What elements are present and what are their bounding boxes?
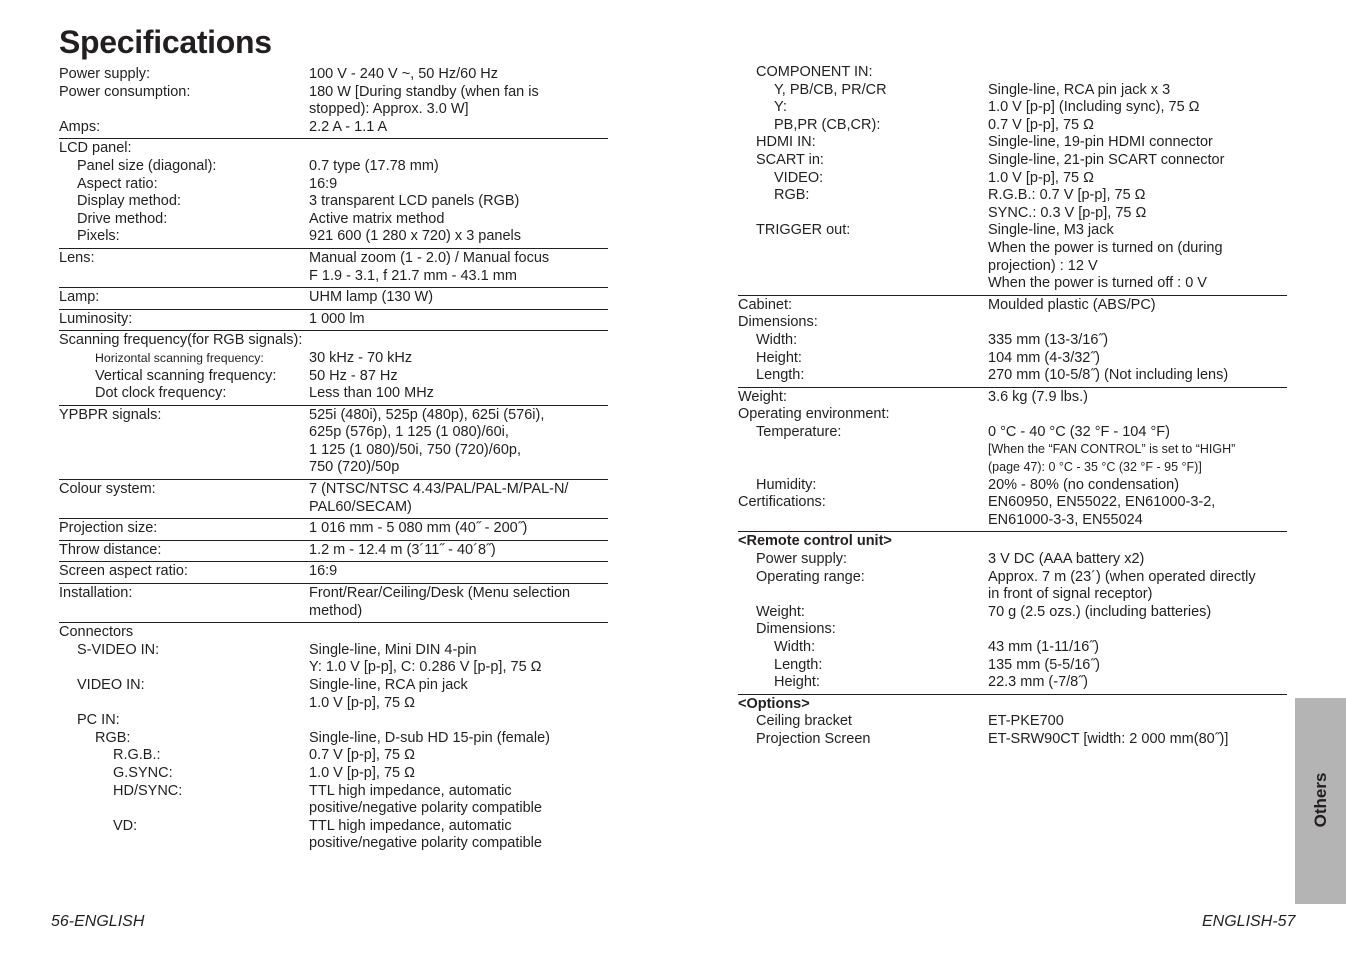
spec-label: Width: [774, 639, 816, 655]
spec-label: Vertical scanning frequency: [95, 367, 277, 384]
spec-label: Length: [774, 656, 823, 673]
spec-group [738, 695, 1287, 751]
spec-value: When the power is turned on (during [988, 239, 1223, 256]
spec-label: Screen aspect ratio: [59, 563, 188, 580]
spec-label: Horizontal scanning frequency: [95, 350, 264, 365]
spec-row [738, 586, 1287, 604]
spec-label: Dot clock frequency: [95, 385, 227, 402]
spec-value: 43 mm (1-11/16˝) [988, 639, 1099, 655]
spec-group [59, 406, 608, 480]
spec-label: <Remote control unit> [738, 533, 892, 550]
spec-label [59, 695, 309, 713]
spec-value: 1 000 lm [309, 310, 365, 327]
spec-value: Single-line, D-sub HD 15-pin (female) [309, 729, 550, 746]
spec-value: Active matrix method [309, 210, 445, 227]
spec-row [59, 140, 608, 158]
spec-label [59, 268, 309, 286]
page-number-right: ENGLISH-57 [1202, 913, 1296, 930]
spec-row [59, 158, 608, 176]
spec-value: Moulded plastic (ABS/PC) [988, 296, 1156, 313]
spec-group [738, 532, 1287, 694]
spec-row [59, 350, 608, 368]
spec-value: [When the “FAN CONTROL” is set to “HIGH” [988, 442, 1236, 457]
spec-row [738, 674, 1287, 692]
spec-row [59, 311, 608, 329]
spec-value: 335 mm (13-3/16˝) [988, 331, 1109, 348]
spec-value: 3.6 kg (7.9 lbs.) [988, 388, 1088, 405]
spec-group [59, 331, 608, 405]
spec-row [738, 731, 1287, 749]
spec-value: 921 600 (1 280 x 720) x 3 panels [309, 228, 522, 245]
spec-row [738, 99, 1287, 117]
spec-group [59, 562, 608, 584]
spec-label: Dimensions: [738, 314, 818, 331]
spec-value [309, 332, 608, 350]
spec-group [738, 296, 1287, 388]
spec-row [59, 332, 608, 350]
spec-group [738, 388, 1287, 533]
spec-value: 16:9 [309, 563, 338, 580]
spec-label [738, 205, 988, 223]
spec-label: Y: [774, 99, 787, 116]
spec-row [59, 747, 608, 765]
spec-label: Cabinet: [738, 296, 793, 313]
spec-row [738, 332, 1287, 350]
spec-row [59, 677, 608, 695]
spec-value: (page 47): 0 °C - 35 °C (32 °F - 95 °F)] [988, 460, 1202, 475]
spec-group [59, 480, 608, 519]
spec-label: PC IN: [77, 712, 120, 729]
spec-label: Pixels: [77, 228, 120, 245]
spec-value: 270 mm (10-5/8˝) (Not including lens) [988, 367, 1229, 384]
spec-value: Y: 1.0 V [p-p], C: 0.286 V [p-p], 75 Ω [309, 659, 542, 676]
page-title: Specifications [59, 24, 272, 60]
spec-row [59, 442, 608, 460]
spec-row [738, 621, 1287, 639]
spec-row [738, 494, 1287, 512]
spec-label: G.SYNC: [113, 764, 173, 781]
spec-group [59, 310, 608, 332]
spec-label: YPBPR signals: [59, 406, 162, 423]
spec-row [59, 542, 608, 560]
spec-label: Lamp: [59, 289, 100, 306]
spec-label: PB,PR (CB,CR): [774, 116, 881, 133]
spec-label: SCART in: [756, 151, 824, 168]
spec-label [59, 442, 309, 460]
spec-value: 135 mm (5-5/16˝) [988, 656, 1101, 673]
spec-value: 3 transparent LCD panels (RGB) [309, 193, 520, 210]
spec-row [59, 101, 608, 119]
spec-label [59, 800, 309, 818]
spec-value: Manual zoom (1 - 2.0) / Manual focus [309, 249, 550, 266]
spec-label: Panel size (diagonal): [77, 157, 217, 174]
spec-value: 1 016 mm - 5 080 mm (40˝ - 200˝) [309, 520, 528, 537]
spec-label: RGB: [774, 187, 810, 204]
spec-row [738, 512, 1287, 530]
spec-value: 50 Hz - 87 Hz [309, 367, 398, 384]
spec-label [59, 499, 309, 517]
spec-value [988, 696, 1287, 714]
spec-group [59, 65, 608, 139]
spec-row [738, 64, 1287, 82]
spec-label: Connectors [59, 624, 134, 641]
spec-value: 625p (576p), 1 125 (1 080)/60i, [309, 424, 509, 441]
spec-value: 1.0 V [p-p] (Including sync), 75 Ω [988, 99, 1200, 116]
spec-label: Weight: [756, 603, 805, 620]
spec-row [738, 477, 1287, 495]
spec-row [59, 481, 608, 499]
spec-label [59, 835, 309, 853]
spec-row [59, 459, 608, 477]
spec-row [738, 389, 1287, 407]
spec-value: Front/Rear/Ceiling/Desk (Menu selection [309, 585, 571, 602]
spec-value: Single-line, 19-pin HDMI connector [988, 134, 1213, 151]
spec-value: Single-line, M3 jack [988, 222, 1114, 239]
spec-value: 7 (NTSC/NTSC 4.43/PAL/PAL-M/PAL-N/ [309, 481, 569, 498]
spec-label: Width: [756, 331, 798, 348]
spec-row [59, 642, 608, 660]
spec-label [738, 258, 988, 276]
spec-row [59, 84, 608, 102]
spec-row [738, 134, 1287, 152]
spec-group [738, 63, 1287, 296]
spec-row [59, 499, 608, 517]
spec-row [738, 205, 1287, 223]
spec-row [738, 350, 1287, 368]
spec-label [59, 101, 309, 119]
spec-group [59, 541, 608, 563]
spec-label: Certifications: [738, 494, 826, 511]
spec-row [738, 367, 1287, 385]
spec-column-left [59, 65, 608, 855]
spec-value: 2.2 A - 1.1 A [309, 118, 388, 135]
spec-row [738, 170, 1287, 188]
spec-label: VIDEO IN: [77, 677, 145, 693]
spec-label: Installation: [59, 585, 133, 602]
spec-label: Throw distance: [59, 541, 162, 558]
spec-label: HD/SYNC: [113, 782, 183, 799]
spec-row [59, 176, 608, 194]
spec-row [738, 240, 1287, 258]
spec-value [309, 624, 608, 642]
spec-row [59, 268, 608, 286]
spec-value [309, 140, 608, 158]
spec-value: 1 125 (1 080)/50i, 750 (720)/60p, [309, 441, 522, 458]
spec-value: EN61000-3-3, EN55024 [988, 511, 1143, 528]
spec-label: Display method: [77, 193, 181, 210]
spec-value: stopped): Approx. 3.0 W] [309, 101, 469, 118]
spec-row [59, 783, 608, 801]
spec-row [738, 297, 1287, 315]
spec-row [738, 604, 1287, 622]
spec-row [738, 314, 1287, 332]
spec-label: Operating range: [756, 568, 865, 585]
spec-value: 1.0 V [p-p], 75 Ω [309, 764, 415, 781]
spec-value: 0 °C - 40 °C (32 °F - 104 °F) [988, 423, 1170, 440]
spec-label [738, 441, 988, 459]
spec-value [988, 621, 1287, 639]
spec-row [59, 289, 608, 307]
spec-label: Temperature: [756, 423, 842, 440]
spec-row [59, 250, 608, 268]
spec-value: PAL60/SECAM) [309, 498, 412, 515]
page-number-left: 56-ENGLISH [51, 913, 145, 930]
spec-row [738, 222, 1287, 240]
spec-row [59, 119, 608, 137]
spec-label: Operating environment: [738, 406, 890, 423]
spec-value: 750 (720)/50p [309, 459, 400, 476]
spec-label: Height: [756, 349, 802, 366]
spec-label: COMPONENT IN: [756, 64, 873, 80]
spec-column-right [738, 63, 1287, 751]
spec-label: Length: [756, 367, 805, 384]
spec-row [59, 712, 608, 730]
section-tab-label: Others [1310, 772, 1330, 828]
spec-value [309, 712, 608, 730]
spec-row [59, 424, 608, 442]
spec-row [59, 66, 608, 84]
spec-row [738, 424, 1287, 442]
spec-label [738, 512, 988, 530]
spec-value: 1.0 V [p-p], 75 Ω [309, 694, 415, 711]
spec-row [59, 765, 608, 783]
spec-value: EN60950, EN55022, EN61000-3-2, [988, 494, 1216, 511]
spec-value: 0.7 V [p-p], 75 Ω [988, 116, 1094, 133]
spec-value: 30 kHz - 70 kHz [309, 349, 413, 366]
spec-value: UHM lamp (130 W) [309, 289, 434, 306]
spec-value: 525i (480i), 525p (480p), 625i (576i), [309, 406, 545, 423]
spec-label: TRIGGER out: [756, 222, 851, 239]
spec-label: <Options> [738, 695, 810, 712]
spec-row [59, 407, 608, 425]
spec-label: S-VIDEO IN: [77, 641, 160, 658]
spec-row [59, 228, 608, 246]
spec-row [738, 569, 1287, 587]
spec-value: 104 mm (4-3/32˝) [988, 349, 1101, 366]
spec-row [738, 639, 1287, 657]
spec-row [738, 533, 1287, 551]
spec-value: projection) : 12 V [988, 257, 1098, 274]
spec-label: Height: [774, 674, 820, 691]
spec-value: 0.7 type (17.78 mm) [309, 157, 439, 174]
spec-row [59, 695, 608, 713]
spec-value: R.G.B.: 0.7 V [p-p], 75 Ω [988, 187, 1146, 204]
spec-row [59, 585, 608, 603]
spec-row [59, 211, 608, 229]
spec-label [738, 240, 988, 258]
spec-label: Y, PB/CB, PR/CR [774, 81, 887, 98]
spec-label: HDMI IN: [756, 134, 816, 151]
spec-row [59, 385, 608, 403]
spec-value: TTL high impedance, automatic [309, 817, 512, 834]
spec-value: Less than 100 MHz [309, 385, 434, 402]
spec-value: TTL high impedance, automatic [309, 782, 512, 799]
spec-group [59, 288, 608, 310]
spec-label [738, 586, 988, 604]
spec-row [59, 835, 608, 853]
spec-value: positive/negative polarity compatible [309, 800, 542, 817]
spec-value: 100 V - 240 V ~, 50 Hz/60 Hz [309, 66, 499, 82]
spec-label: VIDEO: [774, 169, 824, 186]
spec-value: Single-line, 21-pin SCART connector [988, 151, 1225, 168]
spec-row [738, 82, 1287, 100]
spec-value [988, 314, 1287, 332]
spec-label: Aspect ratio: [77, 175, 158, 192]
spec-value: 1.0 V [p-p], 75 Ω [988, 169, 1094, 186]
spec-value: 3 V DC (AAA battery x2) [988, 551, 1145, 568]
spec-value: Single-line, RCA pin jack x 3 [988, 81, 1171, 98]
spec-label [59, 459, 309, 477]
spec-row [738, 441, 1287, 459]
spec-row [738, 713, 1287, 731]
spec-row [738, 551, 1287, 569]
spec-group [59, 584, 608, 623]
spec-row [738, 657, 1287, 675]
spec-row [59, 818, 608, 836]
spec-label: R.G.B.: [113, 747, 161, 764]
spec-value: ET-SRW90CT [width: 2 000 mm(80˝)] [988, 730, 1229, 747]
spec-row [59, 563, 608, 581]
spec-label: VD: [113, 817, 138, 834]
spec-label [738, 275, 988, 293]
spec-value [988, 64, 1287, 82]
spec-row [738, 258, 1287, 276]
spec-value: 20% - 80% (no condensation) [988, 476, 1180, 493]
spec-value: 70 g (2.5 ozs.) (including batteries) [988, 603, 1212, 620]
spec-value: Single-line, RCA pin jack [309, 677, 468, 693]
spec-value: SYNC.: 0.3 V [p-p], 75 Ω [988, 204, 1147, 221]
spec-row [59, 368, 608, 386]
spec-label: RGB: [95, 729, 131, 746]
spec-row [738, 696, 1287, 714]
spec-label [738, 459, 988, 477]
spec-row [59, 624, 608, 642]
spec-value: Approx. 7 m (23´) (when operated directly [988, 568, 1256, 585]
spec-row [738, 152, 1287, 170]
spec-label [59, 659, 309, 677]
spec-row [59, 193, 608, 211]
spec-value [988, 406, 1287, 424]
spec-group [59, 249, 608, 288]
spec-label [59, 424, 309, 442]
spec-label: Humidity: [756, 476, 817, 493]
spec-label: Luminosity: [59, 310, 133, 327]
spec-row [59, 520, 608, 538]
spec-row [738, 275, 1287, 293]
spec-value: 180 W [During standby (when fan is [309, 83, 539, 100]
spec-value: in front of signal receptor) [988, 586, 1153, 603]
spec-value: positive/negative polarity compatible [309, 835, 542, 852]
spec-value: Single-line, Mini DIN 4-pin [309, 641, 477, 658]
spec-row [59, 800, 608, 818]
spec-value: 0.7 V [p-p], 75 Ω [309, 747, 415, 764]
spec-value: When the power is turned off : 0 V [988, 275, 1207, 292]
spec-value: F 1.9 - 3.1, f 21.7 mm - 43.1 mm [309, 267, 517, 284]
section-tab-others[interactable] [1295, 698, 1346, 904]
spec-label: Power supply: [756, 551, 848, 568]
spec-row [738, 187, 1287, 205]
spec-value: ET-PKE700 [988, 713, 1064, 730]
spec-label: Lens: [59, 249, 95, 266]
spec-row [59, 659, 608, 677]
spec-value: method) [309, 602, 363, 619]
spec-value [988, 533, 1287, 551]
spec-label: Projection size: [59, 520, 158, 537]
spec-label: Weight: [738, 388, 787, 405]
spec-label: Scanning frequency(for RGB signals): [59, 332, 303, 349]
spec-label: Power consumption: [59, 83, 191, 100]
spec-row [738, 117, 1287, 135]
spec-label: Projection Screen [756, 730, 871, 747]
spec-value: 1.2 m - 12.4 m (3´11˝ - 40´8˝) [309, 541, 496, 558]
spec-label: Amps: [59, 118, 101, 135]
spec-row [738, 459, 1287, 477]
spec-row [738, 406, 1287, 424]
spec-group [59, 139, 608, 249]
spec-value: 16:9 [309, 175, 338, 192]
spec-label [59, 603, 309, 621]
spec-label: Dimensions: [756, 621, 836, 638]
spec-group [59, 519, 608, 541]
spec-label: LCD panel: [59, 140, 132, 157]
spec-group [59, 623, 608, 855]
spec-label: Ceiling bracket [756, 713, 852, 730]
spec-label: Drive method: [77, 210, 168, 227]
spec-label: Colour system: [59, 481, 156, 498]
spec-row [59, 730, 608, 748]
spec-value: 22.3 mm (-7/8˝) [988, 674, 1088, 691]
spec-label: Power supply: [59, 66, 151, 82]
spec-row [59, 603, 608, 621]
